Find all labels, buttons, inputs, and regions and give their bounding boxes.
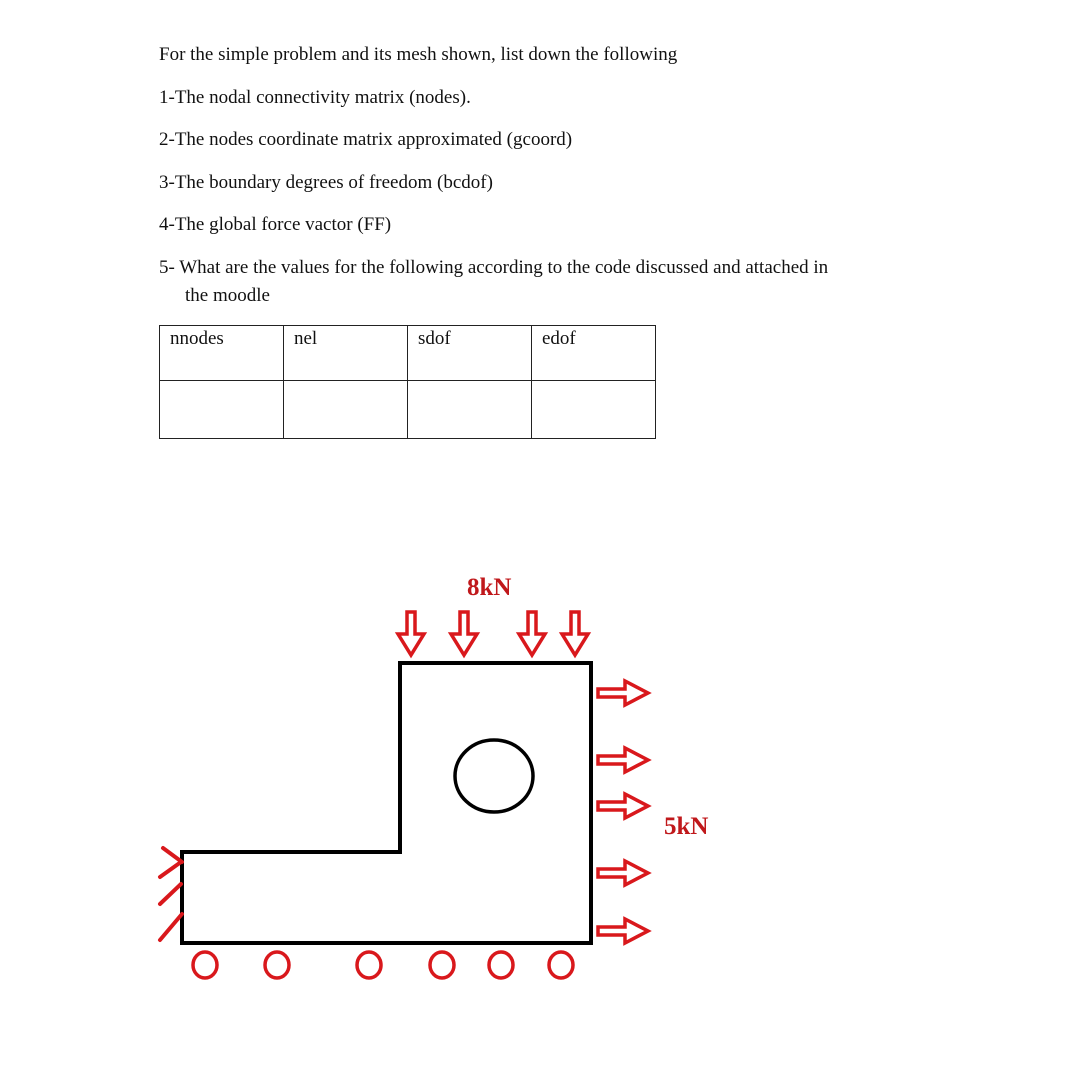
side-load-arrows [598,681,648,943]
question-4: 4-The global force vactor (FF) [159,214,392,235]
fixed-support-hatch [160,848,182,940]
side-load-arrow-3 [598,794,648,818]
header-sdof: sdof [408,326,532,381]
body-outline [182,663,591,943]
top-load-arrow-4 [562,612,588,655]
header-edof: edof [532,326,656,381]
side-load-label: 5kN [664,813,709,840]
header-nnodes: nnodes [160,326,284,381]
top-load-arrows [398,612,588,655]
header-nel: nel [284,326,408,381]
top-load-arrow-3 [519,612,545,655]
side-load-arrow-4 [598,861,648,885]
roller-support-2 [265,952,289,978]
top-load-label: 8kN [467,574,512,601]
hole-circle [455,740,533,812]
roller-support-6 [549,952,573,978]
intro-text: For the simple problem and its mesh shown, list down the following [159,44,678,65]
question-1: 1-The nodal connectivity matrix (nodes). [159,87,471,108]
question-3: 3-The boundary degrees of freedom (bcdof) [159,172,493,193]
roller-support-4 [430,952,454,978]
top-load-arrow-1 [398,612,424,655]
side-load-arrow-2 [598,748,648,772]
roller-supports [193,952,573,978]
roller-support-1 [193,952,217,978]
roller-support-3 [357,952,381,978]
side-load-arrow-1 [598,681,648,705]
top-load-arrow-2 [451,612,477,655]
side-load-arrow-5 [598,919,648,943]
roller-support-5 [489,952,513,978]
question-2: 2-The nodes coordinate matrix approximated (gcoord) [159,129,573,150]
question-5: 5- What are the values for the following according to the code discussed and attached in [159,257,829,278]
question-5-continued: the moodle [185,285,270,306]
